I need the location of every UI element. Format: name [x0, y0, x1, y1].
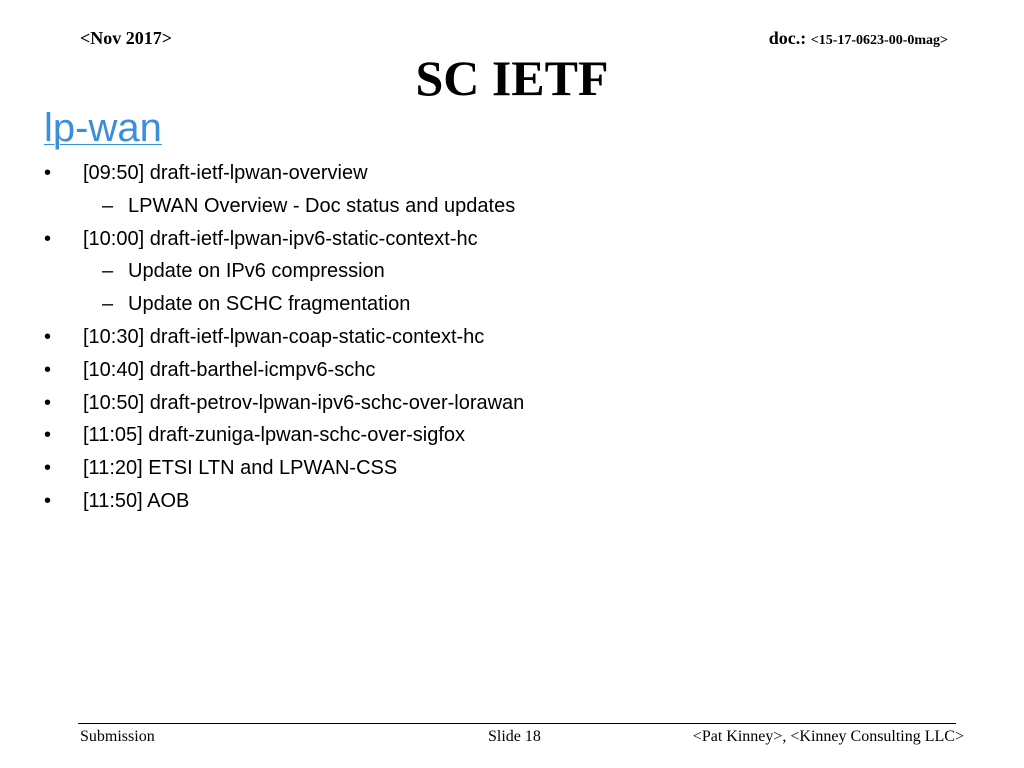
- header-doc-id: <15-17-0623-00-0mag>: [810, 33, 948, 48]
- agenda-item: [0, 223, 1024, 256]
- agenda-item: [0, 321, 1024, 354]
- agenda-item: [0, 485, 1024, 518]
- agenda-subitem-text: Update on IPv6 compression: [128, 260, 385, 283]
- agenda-item: [0, 452, 1024, 485]
- slide-title: SC IETF: [415, 50, 609, 106]
- section-link[interactable]: lp-wan: [44, 106, 162, 150]
- agenda-list: [0, 157, 1024, 518]
- bullet-marker: •: [44, 424, 52, 447]
- agenda-item: [0, 157, 1024, 190]
- dash-marker: –: [102, 293, 114, 316]
- bullet-marker: •: [44, 227, 52, 250]
- agenda-item: [0, 387, 1024, 420]
- agenda-item-text: [10:30] draft-ietf-lpwan-coap-static-context-hc: [83, 325, 485, 348]
- agenda-subitem: [0, 255, 1024, 288]
- agenda-subitem: [0, 190, 1024, 223]
- header-date: <Nov 2017>: [80, 28, 173, 48]
- agenda-item-text: [11:05] draft-zuniga-lpwan-schc-over-sigfox: [83, 424, 466, 447]
- footer-slide-number: Slide 18: [488, 728, 541, 745]
- agenda-item-text: [10:00] draft-ietf-lpwan-ipv6-static-context-hc: [83, 227, 478, 250]
- agenda-item: [0, 419, 1024, 452]
- agenda-subitem-text: Update on SCHC fragmentation: [128, 293, 411, 316]
- bullet-marker: •: [44, 325, 52, 348]
- agenda-item-text: [11:20] ETSI LTN and LPWAN-CSS: [83, 457, 398, 480]
- footer-submission: Submission: [80, 728, 155, 745]
- bullet-marker: •: [44, 391, 52, 414]
- bullet-marker: •: [44, 162, 52, 184]
- footer-divider: [78, 723, 956, 724]
- bullet-marker: •: [44, 489, 52, 512]
- agenda-item-text: [11:50] AOB: [83, 489, 190, 512]
- agenda-item-text: [10:40] draft-barthel-icmpv6-schc: [83, 358, 376, 381]
- agenda-item-text: [10:50] draft-petrov-lpwan-ipv6-schc-over-lorawan: [83, 391, 525, 414]
- dash-marker: –: [102, 260, 114, 283]
- agenda-subitem: [0, 288, 1024, 321]
- dash-marker: –: [102, 194, 114, 217]
- agenda-item: [0, 354, 1024, 387]
- bullet-marker: •: [44, 457, 52, 480]
- bullet-marker: •: [44, 358, 52, 381]
- agenda-item-text: [09:50] draft-ietf-lpwan-overview: [83, 162, 368, 184]
- agenda-subitem-text: LPWAN Overview - Doc status and updates: [128, 194, 516, 217]
- header-doc-label: doc.:: [768, 28, 811, 48]
- footer-author: <Pat Kinney>, <Kinney Consulting LLC>: [692, 728, 964, 745]
